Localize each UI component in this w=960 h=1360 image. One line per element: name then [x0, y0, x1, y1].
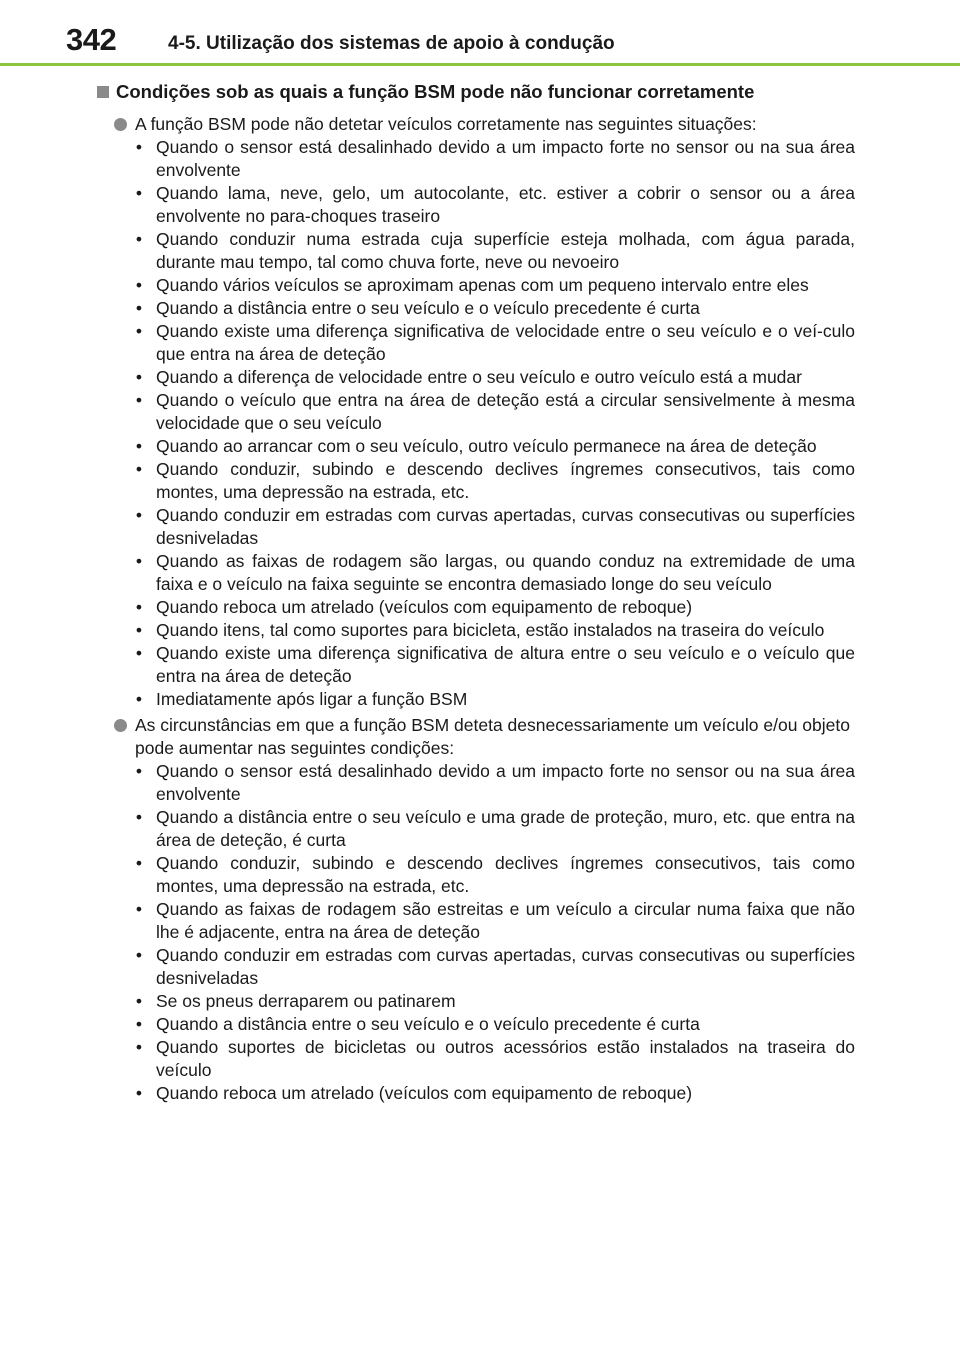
list-item-text: Quando reboca um atrelado (veículos com equipamento de reboque): [156, 597, 693, 617]
bullet-dot-icon: •: [135, 183, 143, 203]
bullet-dot-icon: •: [135, 620, 143, 640]
list-item: [135, 136, 855, 182]
list-item-text: Quando conduzir, subindo e descendo declives íngremes consecutivos, tais como montes, uma depressão na estrada, etc.: [156, 459, 855, 502]
subheading-text: Condições sob as quais a função BSM pode não funcionar corretamente: [116, 81, 755, 102]
page-header: [0, 0, 960, 66]
list-item: [135, 366, 855, 389]
paragraph-false-detection: [135, 714, 862, 760]
list-item-text: Quando vários veículos se aproximam apenas com um pequeno intervalo entre eles: [156, 275, 809, 295]
bullet-dot-icon: •: [135, 689, 143, 709]
list-item: [135, 182, 855, 228]
list-item-text: Quando o sensor está desalinhado devido a um impacto forte no sensor ou na sua área envolvente: [156, 137, 855, 180]
list-item-text: Quando conduzir em estradas com curvas apertadas, curvas consecutivas ou superfícies desniveladas: [156, 945, 855, 988]
list-item: [135, 1082, 855, 1105]
list-item: [135, 619, 855, 642]
bullet-dot-icon: •: [135, 436, 143, 456]
bullet-dot-icon: •: [135, 1014, 143, 1034]
list-item-text: Quando conduzir, subindo e descendo declives íngremes consecutivos, tais como montes, uma depressão na estrada, etc.: [156, 853, 855, 896]
bullet-dot-icon: •: [135, 505, 143, 525]
list-item: [135, 990, 855, 1013]
list-item: [135, 852, 855, 898]
list-item-text: Imediatamente após ligar a função BSM: [156, 689, 468, 709]
list-item: [135, 458, 855, 504]
bullet-dot-icon: •: [135, 945, 143, 965]
paragraph-text: As circunstâncias em que a função BSM deteta desnecessariamente um veículo e/ou objeto pode aumentar nas seguintes condições:: [135, 715, 850, 758]
list-item: [135, 297, 855, 320]
subheading: [116, 80, 900, 104]
list-item: [135, 274, 855, 297]
list-item-text: Quando a distância entre o seu veículo e uma grade de proteção, muro, etc. que entra na área de deteção, é curta: [156, 807, 855, 850]
bullet-list-detection-failure: [135, 136, 855, 711]
paragraph-detection-failure: [135, 113, 862, 136]
list-item: [135, 596, 855, 619]
list-item: [135, 389, 855, 435]
list-item-text: Se os pneus derraparem ou patinarem: [156, 991, 456, 1011]
list-item: [135, 806, 855, 852]
list-item: [135, 504, 855, 550]
bullet-dot-icon: •: [135, 991, 143, 1011]
bullet-dot-icon: •: [135, 229, 143, 249]
bullet-dot-icon: •: [135, 643, 143, 663]
bullet-dot-icon: •: [135, 551, 143, 571]
bullet-dot-icon: •: [135, 761, 143, 781]
bullet-dot-icon: •: [135, 1083, 143, 1103]
bullet-dot-icon: •: [135, 597, 143, 617]
bullet-dot-icon: •: [135, 298, 143, 318]
paragraph-text: A função BSM pode não detetar veículos corretamente nas seguintes situações:: [135, 114, 757, 134]
list-item-text: Quando a distância entre o seu veículo e o veículo precedente é curta: [156, 298, 700, 318]
list-item: [135, 688, 855, 711]
list-item: [135, 760, 855, 806]
bullet-dot-icon: •: [135, 807, 143, 827]
list-item-text: Quando as faixas de rodagem são largas, ou quando conduz na extremidade de uma faixa e o veículo na faixa seguinte se encontra demasiado longe do seu veículo: [156, 551, 855, 594]
list-item: [135, 1036, 855, 1082]
list-item: [135, 944, 855, 990]
square-bullet-icon: [97, 86, 109, 98]
bullet-dot-icon: •: [135, 367, 143, 387]
bullet-list-false-detection: [135, 760, 855, 1105]
bullet-dot-icon: •: [135, 853, 143, 873]
bullet-dot-icon: •: [135, 137, 143, 157]
list-item-text: Quando reboca um atrelado (veículos com equipamento de reboque): [156, 1083, 693, 1103]
list-item-text: Quando o sensor está desalinhado devido a um impacto forte no sensor ou na sua área envolvente: [156, 761, 855, 804]
list-item-text: Quando ao arrancar com o seu veículo, outro veículo permanece na área de deteção: [156, 436, 817, 456]
bullet-dot-icon: •: [135, 390, 143, 410]
page-content: [0, 80, 960, 1105]
circle-bullet-icon: [114, 118, 127, 131]
circle-bullet-icon: [114, 719, 127, 732]
list-item-text: Quando existe uma diferença significativa de altura entre o seu veículo e o veículo que entra na área de deteção: [156, 643, 855, 686]
list-item-text: Quando itens, tal como suportes para bicicleta, estão instalados na traseira do veículo: [156, 620, 825, 640]
page-number: 342: [66, 22, 117, 57]
list-item-text: Quando suportes de bicicletas ou outros acessórios estão instalados na traseira do veículo: [156, 1037, 855, 1080]
list-item-text: Quando conduzir em estradas com curvas apertadas, curvas consecutivas ou superfícies desniveladas: [156, 505, 855, 548]
list-item: [135, 642, 855, 688]
list-item-text: Quando a distância entre o seu veículo e o veículo precedente é curta: [156, 1014, 700, 1034]
list-item: [135, 898, 855, 944]
list-item: [135, 435, 855, 458]
list-item-text: Quando as faixas de rodagem são estreitas e um veículo a circular numa faixa que não lhe é adjacente, entra na área de deteção: [156, 899, 855, 942]
list-item-text: Quando a diferença de velocidade entre o seu veículo e outro veículo está a mudar: [156, 367, 802, 387]
list-item: [135, 320, 855, 366]
list-item-text: Quando conduzir numa estrada cuja superfície esteja molhada, com água parada, durante mau tempo, tal como chuva forte, neve ou nevoeiro: [156, 229, 855, 272]
bullet-dot-icon: •: [135, 321, 143, 341]
list-item-text: Quando o veículo que entra na área de deteção está a circular sensivelmente à mesma velocidade que o seu veículo: [156, 390, 855, 433]
bullet-dot-icon: •: [135, 275, 143, 295]
list-item: [135, 550, 855, 596]
header-divider: [0, 63, 960, 66]
bullet-dot-icon: •: [135, 459, 143, 479]
bullet-dot-icon: •: [135, 1037, 143, 1057]
list-item: [135, 1013, 855, 1036]
list-item-text: Quando lama, neve, gelo, um autocolante, etc. estiver a cobrir o sensor ou a área envolvente no para-choques traseiro: [156, 183, 855, 226]
section-title: 4-5. Utilização dos sistemas de apoio à condução: [168, 33, 615, 54]
list-item: [135, 228, 855, 274]
list-item-text: Quando existe uma diferença significativa de velocidade entre o seu veículo e o veí-culo que entra na área de deteção: [156, 321, 855, 364]
bullet-dot-icon: •: [135, 899, 143, 919]
